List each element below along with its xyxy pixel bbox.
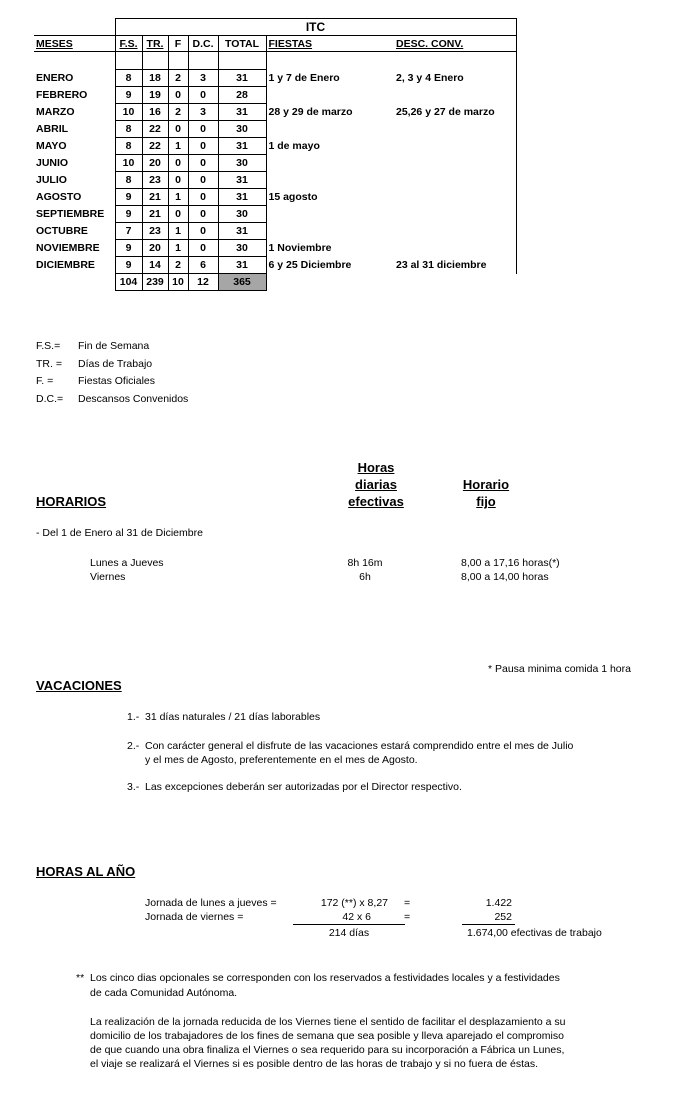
horarios-period: - Del 1 de Enero al 31 de Diciembre (36, 527, 203, 539)
total-f: 10 (168, 274, 188, 291)
sum-line-days (293, 924, 405, 925)
horas-heading-line2: diarias (355, 477, 397, 492)
legend-value: Fiestas Oficiales (78, 375, 156, 387)
tr-value: 21 (142, 206, 168, 223)
horario-day: Viernes (90, 571, 126, 583)
fs-value: 9 (115, 189, 142, 206)
month-name: NOVIEMBRE (36, 242, 100, 254)
header-tr: TR. (142, 36, 168, 52)
desc-value: 2, 3 y 4 Enero (394, 70, 516, 87)
paragraph-line: La realización de la jornada reducida de los Viernes tiene el sentido de facilitar el desplazamiento a su (90, 1016, 566, 1028)
horas-diarias-heading (336, 459, 416, 510)
month-name: SEPTIEMBRE (36, 208, 105, 220)
total-value: 30 (218, 240, 266, 257)
f-value: 1 (168, 189, 188, 206)
tr-value: 23 (142, 223, 168, 240)
horario-hours: 8h 16m (347, 557, 383, 569)
calendar-title: ITC (115, 19, 516, 36)
legend-item (36, 393, 188, 405)
paragraph-line: domicilio de los trabajadores de los fines de semana que sea posible y lleva aparejado el compromiso (90, 1030, 564, 1042)
total-total: 365 (218, 274, 266, 291)
vacaciones-item-text: 31 días naturales / 21 días laborables (145, 711, 321, 723)
dc-value: 0 (188, 189, 218, 206)
fiestas-value: 28 y 29 de marzo (268, 106, 353, 118)
calendar-table (34, 18, 517, 291)
fiestas-value (266, 206, 394, 223)
tr-value: 20 (142, 155, 168, 172)
fs-value: 8 (115, 138, 142, 155)
dc-value: 3 (188, 70, 218, 87)
header-desc: DESC. CONV. (394, 36, 516, 52)
month-row (34, 155, 516, 172)
month-row (34, 223, 516, 240)
footnote-line: Los cinco dias opcionales se corresponden con los reservados a festividades locales y a festividades (90, 972, 560, 984)
dc-value: 3 (188, 104, 218, 121)
month-name: ENERO (36, 72, 74, 84)
horas-row-calc: 172 (**) x 8,27 (320, 897, 388, 909)
dc-value: 0 (188, 87, 218, 104)
pausa-note: * Pausa minima comida 1 hora (488, 663, 631, 675)
month-name: FEBRERO (36, 89, 88, 101)
total-value: 31 (218, 104, 266, 121)
paragraph-line: de que cuando una obra finaliza el Viernes o sea requerido para su incorporación a Fábrica un Lunes, (90, 1044, 565, 1056)
horas-heading-line1: Horas (357, 460, 395, 475)
horas-row-calc: 42 x 6 (342, 911, 371, 923)
tr-value: 23 (142, 172, 168, 189)
fs-value: 10 (115, 104, 142, 121)
desc-value (394, 155, 516, 172)
tr-value: 22 (142, 138, 168, 155)
footnote-mark: ** (76, 972, 85, 984)
month-row (34, 189, 516, 206)
desc-value (394, 223, 516, 240)
month-name: MARZO (36, 106, 75, 118)
tr-value: 22 (142, 121, 168, 138)
total-tr: 239 (142, 274, 168, 291)
month-row (34, 206, 516, 223)
legend-value: Días de Trabajo (78, 357, 153, 370)
fiestas-value (266, 172, 394, 189)
total-value: 31 (218, 223, 266, 240)
fs-value: 9 (115, 240, 142, 257)
f-value: 1 (168, 138, 188, 155)
horas-title: HORAS AL AÑO (36, 864, 136, 879)
month-name: DICIEMBRE (36, 259, 95, 271)
footnote-line: de cada Comunidad Autónoma. (90, 987, 238, 999)
month-row (34, 138, 516, 155)
desc-value (394, 189, 516, 206)
month-name: OCTUBRE (36, 225, 88, 237)
fiestas-value: 6 y 25 Diciembre (268, 259, 352, 271)
legend-value: Descansos Convenidos (78, 392, 189, 405)
f-value: 2 (168, 104, 188, 121)
tr-value: 19 (142, 87, 168, 104)
vacaciones-item-number: 3.- (127, 781, 140, 793)
sum-line-hours (462, 924, 515, 925)
month-name: ABRIL (36, 123, 69, 135)
month-name: AGOSTO (36, 191, 82, 203)
month-row (34, 87, 516, 104)
fiestas-value: 1 de mayo (268, 140, 320, 152)
f-value: 0 (168, 172, 188, 189)
calendar-rows (34, 70, 516, 274)
legend-key: D.C.= (36, 392, 64, 405)
month-row (34, 240, 516, 257)
fs-value: 7 (115, 223, 142, 240)
fiestas-value (266, 155, 394, 172)
total-value: 31 (218, 172, 266, 189)
fiestas-value: 1 y 7 de Enero (268, 72, 340, 84)
horas-row-eq: = (404, 897, 411, 909)
desc-value: 23 al 31 diciembre (394, 257, 516, 274)
f-value: 1 (168, 240, 188, 257)
f-value: 1 (168, 223, 188, 240)
fs-value: 8 (115, 70, 142, 87)
month-name: JULIO (36, 174, 67, 186)
horario-schedule: 8,00 a 17,16 horas(*) (461, 557, 560, 569)
desc-value (394, 121, 516, 138)
fs-value: 9 (115, 87, 142, 104)
total-value: 31 (218, 189, 266, 206)
dc-value: 0 (188, 172, 218, 189)
horario-schedule: 8,00 a 14,00 horas (461, 571, 549, 583)
header-meses: MESES (34, 36, 115, 52)
fiestas-value (266, 121, 394, 138)
dc-value: 0 (188, 206, 218, 223)
month-row (34, 70, 516, 87)
header-dc: D.C. (188, 36, 218, 52)
month-row (34, 104, 516, 121)
f-value: 2 (168, 257, 188, 274)
tr-value: 18 (142, 70, 168, 87)
dc-value: 0 (188, 121, 218, 138)
dc-value: 0 (188, 138, 218, 155)
legend-item (36, 375, 155, 387)
fs-value: 8 (115, 121, 142, 138)
vacaciones-title: VACACIONES (36, 678, 122, 693)
horario-fijo-heading (446, 476, 526, 510)
f-value: 0 (168, 121, 188, 138)
month-row (34, 121, 516, 138)
f-value: 2 (168, 70, 188, 87)
desc-value (394, 172, 516, 189)
total-value: 28 (218, 87, 266, 104)
vacaciones-item-text: Con carácter general el disfrute de las vacaciones estará comprendido entre el mes de Julio (145, 740, 574, 752)
total-value: 31 (218, 257, 266, 274)
dc-value: 0 (188, 240, 218, 257)
tr-value: 14 (142, 257, 168, 274)
fs-value: 9 (115, 257, 142, 274)
total-hours: 1.674,00 efectivas de trabajo (467, 927, 602, 939)
horas-row-label: Jornada de viernes = (145, 911, 244, 923)
horas-heading-line3: efectivas (348, 494, 404, 509)
total-value: 30 (218, 206, 266, 223)
vacaciones-item-text: Las excepciones deberán ser autorizadas por el Director respectivo. (145, 781, 462, 793)
month-name: MAYO (36, 140, 67, 152)
desc-value (394, 206, 516, 223)
f-value: 0 (168, 87, 188, 104)
total-value: 31 (218, 70, 266, 87)
fiestas-value (266, 223, 394, 240)
paragraph-line: el viaje se realizará el Viernes si es posible dentro de las horas de trabajo y si no fuera de éstas. (90, 1058, 539, 1070)
total-value: 30 (218, 121, 266, 138)
tr-value: 16 (142, 104, 168, 121)
horario-day: Lunes a Jueves (90, 557, 164, 569)
total-fs: 104 (115, 274, 142, 291)
legend-value: Fin de Semana (78, 340, 150, 352)
horario-heading-line2: fijo (476, 494, 496, 509)
legend-key: TR. = (36, 357, 62, 370)
horario-hours: 6h (359, 571, 371, 583)
legend-item (36, 358, 152, 370)
desc-value (394, 240, 516, 257)
horarios-title: HORARIOS (36, 494, 107, 509)
total-dc: 12 (188, 274, 218, 291)
header-total: TOTAL (218, 36, 266, 52)
tr-value: 21 (142, 189, 168, 206)
dc-value: 6 (188, 257, 218, 274)
desc-value (394, 87, 516, 104)
month-row (34, 172, 516, 189)
f-value: 0 (168, 206, 188, 223)
header-fs: F.S. (115, 36, 142, 52)
dc-value: 0 (188, 155, 218, 172)
fiestas-value (266, 87, 394, 104)
vacaciones-item-text: y el mes de Agosto, preferentemente en el mes de Agosto. (145, 754, 418, 766)
horas-row-label: Jornada de lunes a jueves = (145, 897, 277, 909)
vacaciones-item-number: 2.- (127, 740, 140, 752)
desc-value (394, 138, 516, 155)
fiestas-value: 15 agosto (268, 191, 318, 203)
tr-value: 20 (142, 240, 168, 257)
legend-key: F.S.= (36, 340, 61, 352)
dc-value: 0 (188, 223, 218, 240)
total-days: 214 días (328, 927, 370, 939)
total-value: 30 (218, 155, 266, 172)
desc-value: 25,26 y 27 de marzo (394, 104, 516, 121)
fs-value: 10 (115, 155, 142, 172)
fs-value: 9 (115, 206, 142, 223)
f-value: 0 (168, 155, 188, 172)
header-fiestas: FIESTAS (266, 36, 394, 52)
legend-key: F. = (36, 375, 54, 387)
horas-row-result: 1.422 (485, 897, 512, 909)
fs-value: 8 (115, 172, 142, 189)
fiestas-value: 1 Noviembre (268, 242, 332, 254)
horario-heading-line1: Horario (462, 477, 510, 492)
horas-row-eq: = (404, 911, 411, 923)
horas-row-result: 252 (494, 911, 512, 923)
total-value: 31 (218, 138, 266, 155)
header-f: F (168, 36, 188, 52)
legend-item (36, 340, 149, 352)
month-name: JUNIO (36, 157, 69, 169)
month-row (34, 257, 516, 274)
vacaciones-item-number: 1.- (127, 711, 140, 723)
